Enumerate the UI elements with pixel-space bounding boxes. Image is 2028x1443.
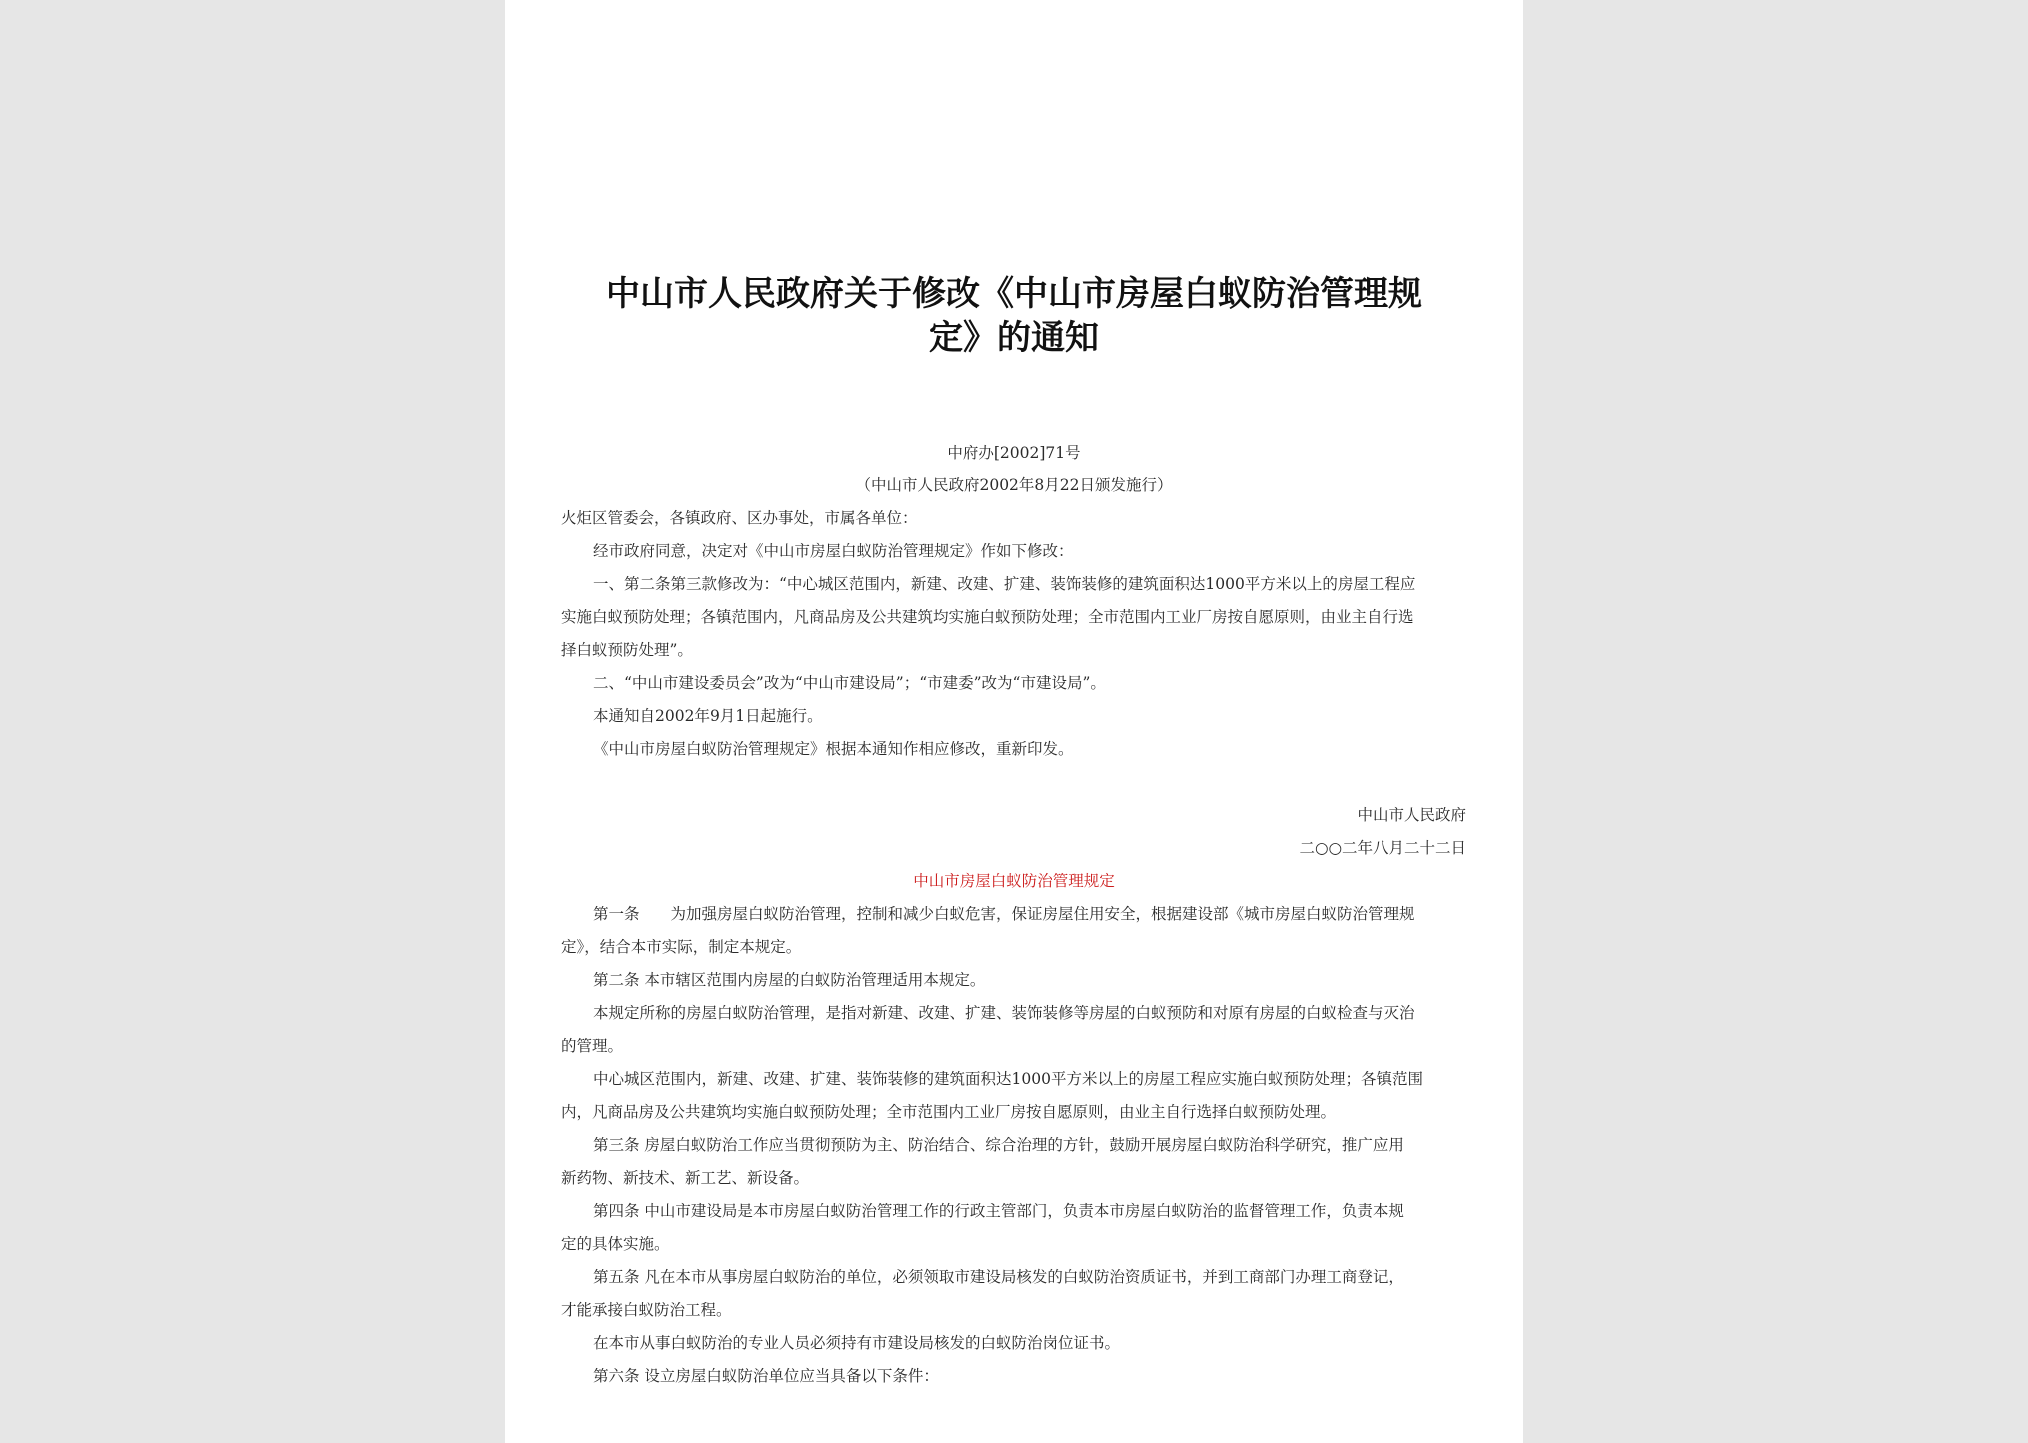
regulation-line: 第三条 房屋白蚁防治工作应当贯彻预防为主、防治结合、综合治理的方针，鼓励开展房屋白蚁防治科学研究，推广应用 [593,1136,1404,1154]
document-page [505,0,1523,1443]
notice-line: 经市政府同意，决定对《中山市房屋白蚁防治管理规定》作如下修改： [593,542,1074,560]
notice-line: 择白蚁预防处理”。 [561,641,693,659]
regulation-line: 在本市从事白蚁防治的专业人员必须持有市建设局核发的白蚁防治岗位证书。 [593,1334,1121,1352]
regulation-line: 内，凡商品房及公共建筑均实施白蚁预防处理；全市范围内工业厂房按自愿原则，由业主自行选择白蚁预防处理。 [561,1103,1337,1121]
regulation-line: 中心城区范围内，新建、改建、扩建、装饰装修的建筑面积达1000平方米以上的房屋工程应实施白蚁预防处理；各镇范围 [593,1070,1423,1088]
regulation-line: 第一条 为加强房屋白蚁防治管理，控制和减少白蚁危害，保证房屋住用安全，根据建设部《城市房屋白蚁防治管理规 [593,905,1415,923]
notice-line: 本通知自2002年9月1日起施行。 [593,707,823,725]
regulation-line: 第六条 设立房屋白蚁防治单位应当具备以下条件： [593,1367,939,1385]
document-number: 中府办[2002]71号 [947,444,1081,462]
regulation-line: 新药物、新技术、新工艺、新设备。 [561,1169,810,1187]
regulation-line: 定》，结合本市实际，制定本规定。 [561,938,802,956]
notice-line: 一、第二条第三款修改为：“中心城区范围内，新建、改建、扩建、装饰装修的建筑面积达1000平方米以上的房屋工程应 [593,575,1416,593]
document-title-line-1: 中山市人民政府关于修改《中山市房屋白蚁防治管理规 [606,274,1422,314]
regulation-line: 的管理。 [561,1037,624,1055]
issued-note: （中山市人民政府2002年8月22日颁发施行） [855,476,1173,494]
regulation-line: 第二条 本市辖区范围内房屋的白蚁防治管理适用本规定。 [593,971,986,989]
notice-line: 《中山市房屋白蚁防治管理规定》根据本通知作相应修改，重新印发。 [593,740,1074,758]
regulation-title: 中山市房屋白蚁防治管理规定 [913,872,1115,890]
regulation-line: 第四条 中山市建设局是本市房屋白蚁防治管理工作的行政主管部门，负责本市房屋白蚁防治的监督管理工作，负责本规 [593,1202,1404,1220]
signature-date: 二○○二年八月二十二日 [1299,839,1466,857]
regulation-line: 第五条 凡在本市从事房屋白蚁防治的单位，必须领取市建设局核发的白蚁防治资质证书，并到工商部门办理工商登记， [593,1268,1404,1286]
regulation-line: 才能承接白蚁防治工程。 [561,1301,732,1319]
regulation-line: 本规定所称的房屋白蚁防治管理，是指对新建、改建、扩建、装饰装修等房屋的白蚁预防和对原有房屋的白蚁检查与灭治 [593,1004,1415,1022]
signature-org: 中山市人民政府 [1357,806,1466,824]
recipients: 火炬区管委会，各镇政府、区办事处，市属各单位： [561,509,918,527]
regulation-line: 定的具体实施。 [561,1235,670,1253]
document-title-line-2: 定》的通知 [929,318,1099,358]
notice-line: 二、“中山市建设委员会”改为“中山市建设局”；“市建委”改为“市建设局”。 [593,674,1106,692]
notice-line: 实施白蚁预防处理；各镇范围内，凡商品房及公共建筑均实施白蚁预防处理；全市范围内工业厂房按自愿原则，由业主自行选 [561,608,1414,626]
